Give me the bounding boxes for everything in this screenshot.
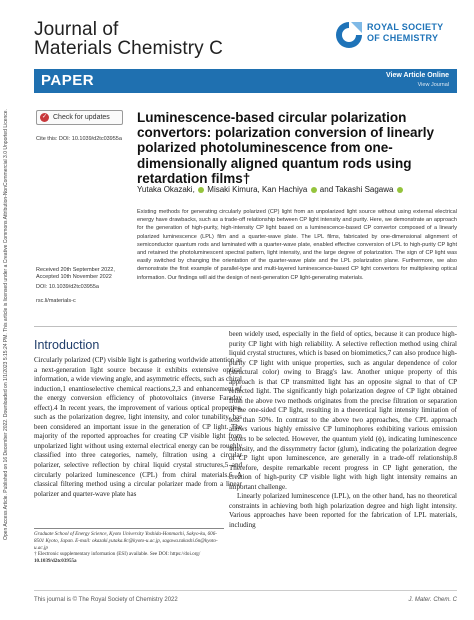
open-access-notice	[3, 100, 25, 540]
view-article-online-link[interactable]: View Article Online	[385, 72, 449, 79]
author-1: Yutaka Okazaki,	[137, 185, 195, 194]
intro-paragraph-1-continued: been widely used, especially in the field of optics, because it can produce high-purity CP light with high reliability. A selective reflection method using chiral liquid crystal structures, which is based on biomimetics,7 can also produce high-purity CP light with unique properties, such as angular dependence of color (structural color) owing to Bragg's law. Another unique property of this approach is that CP transmitted light has an opposite signal to that of CP reflected light. The significantly high polarization degree of CP light obtained from the above two methods originates from the precise filtration or separation of the one-sided CP light, resulting in a theoretical light intensity limitation of less than 50%. In contrast to the above two approaches, the CPL approach allows various highly emissive CP luminophores exhibiting various emission colors to be selected. However, the quantum yield (ϕ), indicating luminescence intensity, and the dissymmetry factor (glum), indicating the polarization degree of CP light upon luminescence, are generally in a trade-off relationship.8 Therefore, despite remarkable recent progress in CP light generation, the creation of high-purity CP visible light with high light intensity remains an important challenge.	[229, 330, 457, 491]
article-doi[interactable]: DOI: 10.1039/d2tc03955a	[36, 284, 99, 290]
esi-doi-link[interactable]: 10.1039/d2tc03955a	[34, 558, 77, 565]
article-title: Luminescence-based circular polarization convertors: polarization conversion of linearly polarized photoluminescence from one-dimensionally aligned quantum rods using retardation films†	[137, 110, 435, 186]
received-date: Received 20th September 2022,	[36, 267, 115, 273]
footer-copyright: This journal is © The Royal Society of Chemistry 2022	[34, 597, 178, 603]
author-4: and Takashi Sagawa	[319, 185, 394, 194]
update-check-icon: ✓	[41, 114, 48, 120]
footnotes	[34, 531, 224, 565]
author-2-3: Misaki Kimura, Kan Hachiya	[207, 185, 308, 194]
article-type-banner	[34, 69, 457, 93]
open-access-notice-text: Open Access Article. Published on 16 December 2022. Downloaded on 1/1/2023 5:15:24 PM. This article is licensed under a Creative Commons Attribution-NonCommercial 3.0 Unported Licence.	[3, 109, 9, 540]
accepted-date: Accepted 10th November 2022	[36, 274, 112, 280]
orcid-icon[interactable]	[311, 187, 317, 193]
cite-this: Cite this: DOI: 10.1039/d2tc03955a	[36, 136, 122, 142]
footer-divider	[34, 590, 457, 591]
journal-site-link[interactable]: rsc.li/materials-c	[36, 298, 76, 304]
rsc-logo[interactable]	[334, 18, 462, 54]
journal-title	[34, 20, 223, 58]
section-heading-introduction: Introduction	[34, 338, 100, 352]
abstract: Existing methods for generating circularly polarized (CP) light from an unpolarized light source without using external electrical energy have drawbacks, such as a trade-off relationship between CP light intensity and purity. Here, we demonstrate an approach for the generation of high-purity, high-intensity CP light based on a luminescence-based CP convertor composed of a linearly polarized luminescence (LPL) film and a quarter-wave plate. The LPL films, fabricated by one-dimensional alignment of semiconductor quantum rods and laminated with a quarter-wave plate, enabled effective conversion of LPL to high-purity CP light and retained the photoluminescent spectral pattern, light intensity, and the large degree of polarization. The sign of CP light was easily switched by changing the orientation of the quarter-wave plate and the LPL polarization plane. Furthermore, we also demonstrate the first example of parallel-type and multi-layered luminescence-based CP light convertors for multiplexing optical information. Our findings will aid the design of next-generation CP light-generating materials.	[137, 209, 457, 281]
orcid-icon[interactable]	[198, 187, 204, 193]
affiliation-note: Graduate School of Energy Science, Kyoto University Yoshida-Honmachi, Sakyo-ku, 606-8501 Kyoto, Japan. E-mail: okazaki.yutaka.8c@kyoto-u.ac.jp, sagawa.takashi.6n@kyoto-u.ac.jp	[34, 531, 218, 551]
view-journal-link[interactable]: View Journal	[417, 82, 449, 88]
intro-paragraph-2: Linearly polarized luminescence (LPL), on the other hand, has no theoretical constraints in achieving both high polarization degree and high light intensity. Various approaches have been reported for the fabrication of LPL materials, including	[229, 492, 457, 529]
section-divider	[34, 326, 457, 327]
publisher-line2: OF CHEMISTRY	[367, 33, 439, 43]
esi-note: † Electronic supplementary information (ESI) available. See DOI: https://doi.org/	[34, 551, 201, 558]
footnote-divider	[34, 528, 224, 529]
orcid-icon[interactable]	[397, 187, 403, 193]
publisher-line1: ROYAL SOCIETY	[367, 22, 444, 32]
journal-title-line2: Materials Chemistry C	[34, 38, 223, 59]
check-for-updates-label: Check for updates	[53, 114, 110, 121]
footer-journal: J. Mater. Chem. C	[408, 597, 457, 603]
journal-title-line1: Journal of	[34, 19, 119, 40]
author-list	[137, 185, 404, 194]
check-for-updates-button[interactable]	[36, 110, 123, 125]
right-column	[229, 330, 457, 530]
publisher-name	[367, 22, 443, 44]
rsc-emblem-icon	[334, 20, 364, 50]
intro-paragraph-1: Circularly polarized (CP) visible light is gathering worldwide attention as a next-generation light source because it exhibits extensive optical information, a wide viewing angle, and asymmetric effects, such as chiral induction,1 enantioselective chemical reactions,2,3 and enhancement of the energy conversion efficiency of photovoltaics (inverse Faraday effect).4 In recent years, the improvement of various optical properties, such as the polarization degree, light intensity, and color tunability, has been considered an important issue in the generation of CP light. The majority of the reported approaches for creating CP visible light from unpolarized light without using external electrical energy can be roughly classified into three categories, namely, filtration using a circular polarizer, selective reflection by chiral liquid crystal structures,5 and circularly polarized luminescence (CPL) from chiral materials.6 A classical filtering method using a circular polarizer made from a linear polarizer and quarter-wave plate has	[34, 356, 242, 498]
left-column	[34, 356, 242, 499]
article-type-label: PAPER	[41, 72, 95, 89]
